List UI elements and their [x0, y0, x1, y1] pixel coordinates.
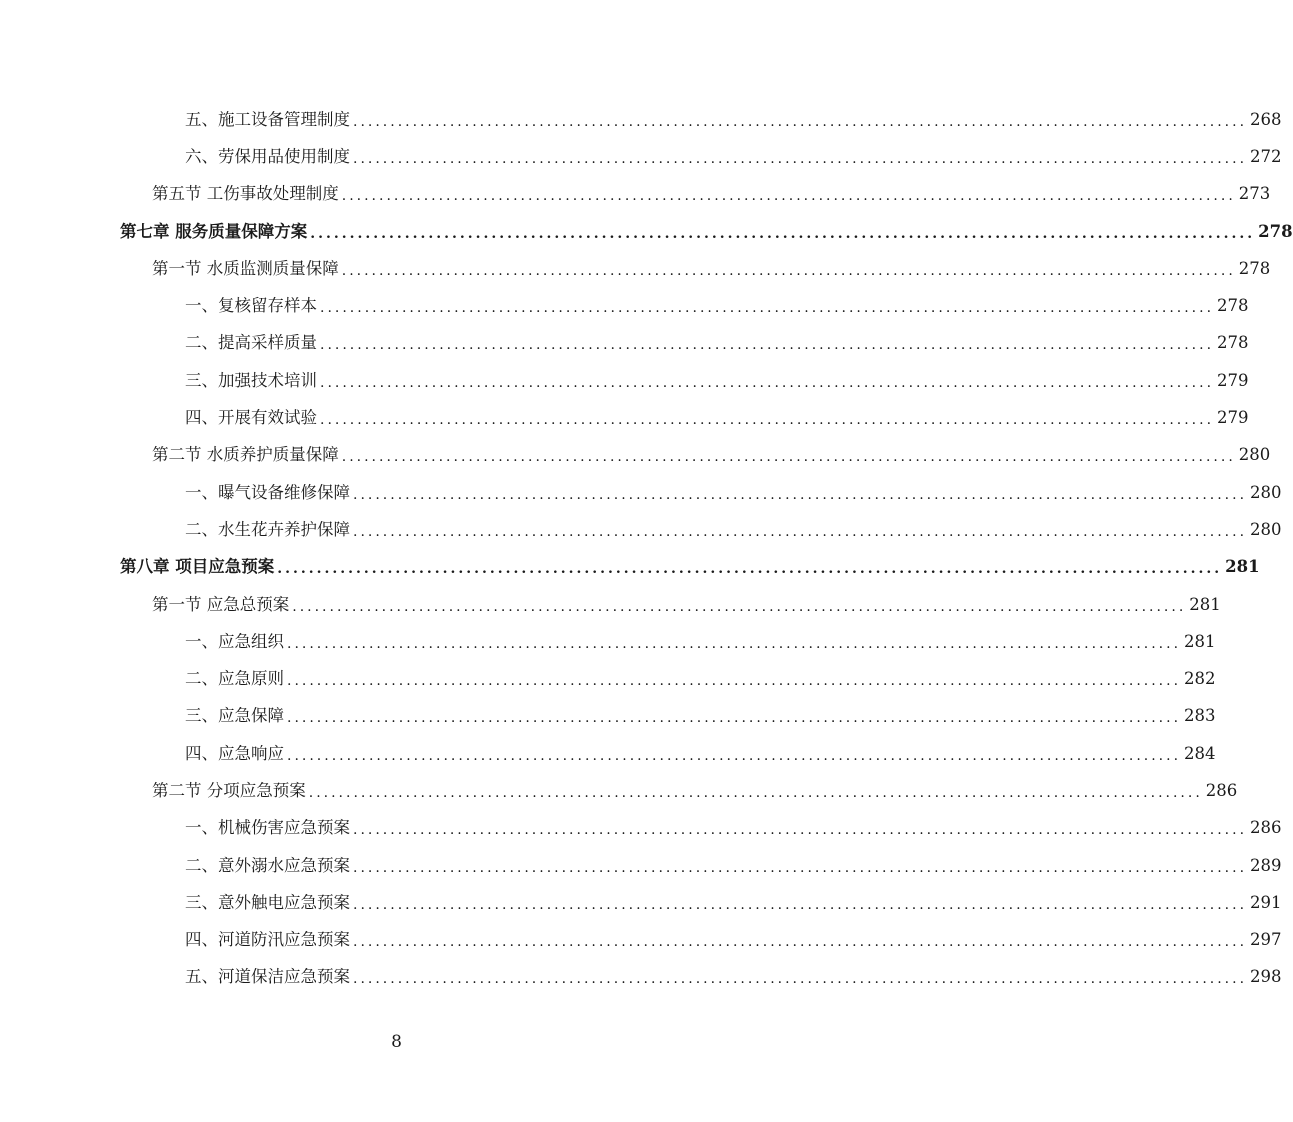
toc-dot-leader: ........................................................................................................................	[320, 374, 1215, 391]
toc-subsection-entry[interactable]	[0, 623, 1216, 660]
toc-dot-leader: ........................................................................................................................	[292, 598, 1187, 615]
toc-subsection-entry[interactable]	[0, 362, 1249, 399]
toc-subsection-entry[interactable]	[0, 884, 1282, 921]
toc-entry-title: 二、意外溺水应急预案	[185, 855, 350, 875]
toc-entry-page: 278	[1217, 296, 1249, 316]
toc-entry-title: 一、机械伤害应急预案	[185, 818, 350, 838]
toc-entry-title: 三、应急保障	[185, 706, 284, 726]
toc-entry-title: 三、意外触电应急预案	[185, 892, 350, 912]
toc-entry-page: 298	[1250, 967, 1282, 987]
page-number: 8	[391, 1032, 402, 1052]
toc-entry-title: 一、应急组织	[185, 631, 284, 651]
toc-entry-page: 283	[1184, 706, 1216, 726]
toc-chapter-entry[interactable]	[0, 213, 1293, 250]
toc-entry-title: 四、应急响应	[185, 743, 284, 763]
toc-subsection-entry[interactable]	[0, 660, 1216, 697]
toc-entry-page: 280	[1250, 482, 1282, 502]
toc-entry-page: 279	[1217, 370, 1249, 390]
toc-entry-title: 二、水生花卉养护保障	[185, 519, 350, 539]
toc-dot-leader: ........................................................................................................................	[353, 822, 1248, 839]
toc-entry-title: 二、应急原则	[185, 669, 284, 689]
toc-dot-leader: ........................................................................................................................	[341, 188, 1236, 205]
toc-entry-title: 第七章 服务质量保障方案	[120, 221, 308, 241]
toc-entry-page: 281	[1225, 557, 1260, 577]
toc-subsection-entry[interactable]	[0, 847, 1282, 884]
toc-entry-page: 268	[1250, 109, 1282, 129]
table-of-contents	[0, 101, 1293, 996]
toc-dot-leader: ........................................................................................................................	[287, 673, 1182, 690]
toc-entry-page: 291	[1250, 892, 1282, 912]
toc-dot-leader: ........................................................................................................................	[353, 523, 1248, 540]
toc-entry-page: 280	[1250, 519, 1282, 539]
toc-entry-page: 286	[1205, 780, 1238, 800]
toc-subsection-entry[interactable]	[0, 138, 1282, 175]
toc-entry-title: 五、河道保洁应急预案	[185, 967, 350, 987]
toc-entry-title: 二、提高采样质量	[185, 333, 317, 353]
toc-dot-leader: ........................................................................................................................	[341, 449, 1236, 466]
toc-entry-title: 六、劳保用品使用制度	[185, 146, 350, 166]
toc-section-entry[interactable]	[0, 176, 1271, 213]
toc-entry-page: 286	[1250, 818, 1282, 838]
toc-entry-page: 297	[1250, 930, 1282, 950]
toc-subsection-entry[interactable]	[0, 735, 1216, 772]
toc-subsection-entry[interactable]	[0, 810, 1282, 847]
toc-section-entry[interactable]	[0, 772, 1238, 809]
toc-dot-leader: ........................................................................................................................	[341, 262, 1236, 279]
toc-entry-title: 第一节 水质监测质量保障	[152, 258, 339, 278]
toc-entry-page: 281	[1189, 594, 1221, 614]
toc-dot-leader: ........................................................................................................................	[353, 113, 1248, 130]
toc-dot-leader: ........................................................................................................................	[287, 747, 1182, 764]
toc-entry-title: 第一节 应急总预案	[152, 594, 290, 614]
toc-entry-title: 一、复核留存样本	[185, 296, 317, 316]
toc-dot-leader: ........................................................................................................................	[320, 337, 1215, 354]
toc-section-entry[interactable]	[0, 437, 1271, 474]
toc-subsection-entry[interactable]	[0, 325, 1249, 362]
toc-subsection-entry[interactable]	[0, 511, 1282, 548]
toc-dot-leader: ........................................................................................................................	[287, 635, 1182, 652]
toc-entry-page: 279	[1217, 408, 1249, 428]
toc-entry-page: 281	[1184, 631, 1216, 651]
toc-entry-page: 273	[1238, 184, 1271, 204]
toc-section-entry[interactable]	[0, 586, 1221, 623]
toc-dot-leader: ........................................................................................................................	[353, 859, 1248, 876]
toc-dot-leader: ........................................................................................................................	[308, 784, 1203, 801]
toc-entry-title: 第八章 项目应急预案	[120, 557, 275, 577]
toc-entry-page: 278	[1217, 333, 1249, 353]
toc-entry-title: 一、曝气设备维修保障	[185, 482, 350, 502]
toc-subsection-entry[interactable]	[0, 287, 1249, 324]
toc-entry-title: 五、施工设备管理制度	[185, 109, 350, 129]
toc-dot-leader: ........................................................................................................................	[287, 710, 1182, 727]
toc-entry-title: 第二节 分项应急预案	[152, 780, 306, 800]
toc-entry-title: 三、加强技术培训	[185, 370, 317, 390]
toc-entry-title: 第二节 水质养护质量保障	[152, 445, 339, 465]
toc-section-entry[interactable]	[0, 250, 1271, 287]
toc-subsection-entry[interactable]	[0, 698, 1216, 735]
toc-dot-leader: ........................................................................................................................	[353, 486, 1248, 503]
toc-dot-leader: ........................................................................................................................	[320, 412, 1215, 429]
toc-chapter-entry[interactable]	[0, 549, 1260, 586]
toc-entry-title: 四、河道防汛应急预案	[185, 930, 350, 950]
toc-subsection-entry[interactable]	[0, 922, 1282, 959]
toc-subsection-entry[interactable]	[0, 101, 1282, 138]
toc-subsection-entry[interactable]	[0, 474, 1282, 511]
toc-dot-leader: ........................................................................................................................	[277, 561, 1223, 578]
toc-subsection-entry[interactable]	[0, 959, 1282, 996]
toc-entry-title: 第五节 工伤事故处理制度	[152, 184, 339, 204]
toc-subsection-entry[interactable]	[0, 399, 1249, 436]
toc-entry-page: 289	[1250, 855, 1282, 875]
toc-entry-page: 272	[1250, 146, 1282, 166]
toc-dot-leader: ........................................................................................................................	[353, 971, 1248, 988]
toc-entry-page: 278	[1258, 221, 1293, 241]
toc-dot-leader: ........................................................................................................................	[353, 150, 1248, 167]
toc-dot-leader: ........................................................................................................................	[310, 225, 1256, 242]
toc-dot-leader: ........................................................................................................................	[353, 896, 1248, 913]
toc-entry-page: 280	[1238, 445, 1271, 465]
toc-entry-page: 278	[1238, 258, 1271, 278]
toc-dot-leader: ........................................................................................................................	[353, 934, 1248, 951]
toc-entry-title: 四、开展有效试验	[185, 408, 317, 428]
toc-dot-leader: ........................................................................................................................	[320, 300, 1215, 317]
toc-entry-page: 284	[1184, 743, 1216, 763]
toc-entry-page: 282	[1184, 669, 1216, 689]
